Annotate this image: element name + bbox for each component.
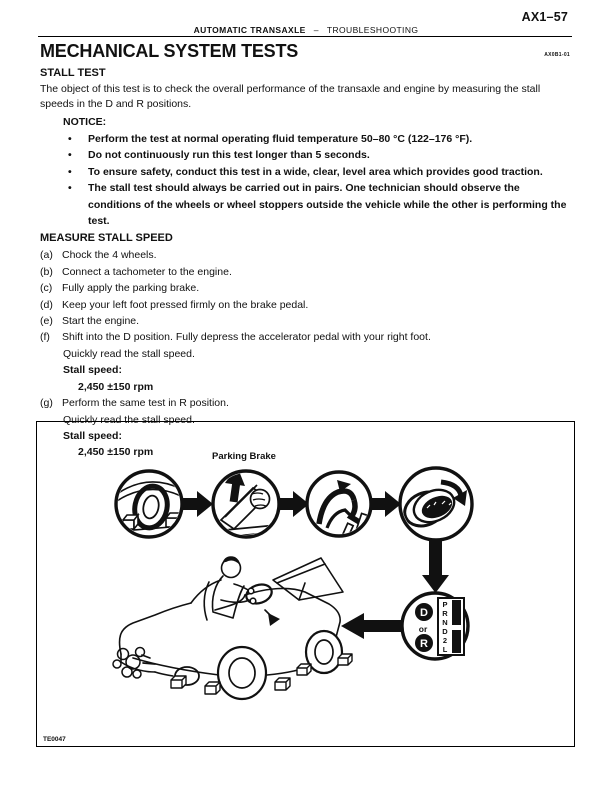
step-text: Keep your left foot pressed firmly on the brake pedal.: [62, 298, 309, 311]
list-item: [40, 313, 572, 329]
list-item: [40, 131, 572, 147]
gear-letter: P: [442, 600, 448, 609]
notice-text: Do not continuously run this test longer than 5 seconds.: [88, 149, 370, 162]
page-title: MECHANICAL SYSTEM TESTS: [40, 41, 299, 61]
step-text: Shift into the D position. Fully depress the accelerator pedal with your right foot.: [62, 331, 431, 344]
stall-test-intro: The object of this test is to check the overall performance of the transaxle and engine by measuring the stall speeds in the D and R positions.: [40, 82, 541, 110]
down-arrow-icon: [422, 540, 449, 593]
stall-speed-label: Stall speed:: [63, 364, 122, 377]
list-item: [40, 180, 572, 229]
step-text: Connect a tachometer to the engine.: [62, 265, 232, 278]
step-label: (b): [40, 265, 53, 278]
step-label: (c): [40, 282, 53, 295]
header-divider: [38, 36, 572, 37]
parking-brake-icon: [213, 466, 284, 538]
shift-d-label: D: [420, 607, 428, 619]
gear-letter: 2: [442, 636, 448, 645]
list-item: [40, 329, 572, 345]
car-stall-test-drawing: [113, 556, 352, 699]
step-text: Start the engine.: [62, 315, 140, 328]
notice-list: [40, 131, 572, 229]
right-arrow-icon: [182, 491, 213, 517]
page-number: AX1–57: [521, 10, 568, 24]
step-text: Fully apply the parking brake.: [62, 282, 200, 295]
right-arrow-icon: [371, 491, 401, 517]
gear-letter: L: [442, 645, 448, 654]
step-label: (d): [40, 298, 53, 311]
bullet-icon: •: [68, 182, 72, 195]
gear-letter: R: [442, 609, 448, 618]
brake-pedal-icon: [307, 472, 371, 540]
list-item: [40, 147, 572, 163]
list-item: [40, 280, 572, 296]
header-section: AUTOMATIC TRANSAXLE: [193, 25, 306, 35]
stall-speed-value: 2,450 ±150 rpm: [78, 446, 154, 459]
list-item: [40, 164, 572, 180]
tachometer-icon: [399, 468, 472, 540]
gear-letter: D: [442, 627, 448, 636]
step-label: (e): [40, 315, 53, 328]
parking-brake-label: Parking Brake: [212, 451, 276, 462]
list-item: [40, 264, 572, 280]
bullet-icon: •: [68, 165, 72, 178]
step-text: Chock the 4 wheels.: [62, 249, 157, 262]
right-arrow-icon: [279, 491, 309, 517]
wheel-chock-icon: [116, 471, 183, 537]
stall-speed-value: 2,450 ±150 rpm: [78, 380, 154, 393]
notice-text: The stall test should always be carried out in pairs. One technician should observe the conditions of the wheels or wheel stoppers outside the vehicle while the other is performing the test.: [88, 182, 567, 228]
list-item: [40, 247, 572, 263]
list-item: [40, 395, 572, 411]
title-row: [40, 41, 572, 64]
notice-label: NOTICE:: [63, 115, 107, 128]
figure-code: TE0047: [43, 736, 66, 743]
header-separator: –: [313, 25, 319, 35]
bullet-icon: •: [68, 133, 72, 145]
step-label: (a): [40, 249, 53, 262]
stall-test-illustration: [37, 422, 574, 746]
stall-test-heading: STALL TEST: [40, 66, 106, 79]
read-speed-note: Quickly read the stall speed.: [63, 347, 195, 360]
shift-r-label: R: [420, 638, 428, 650]
gear-letter: N: [442, 618, 448, 627]
list-item: [40, 297, 572, 313]
page-content: [40, 41, 572, 461]
step-label: (f): [40, 331, 50, 344]
stall-speed-label: Stall speed:: [63, 429, 122, 442]
left-arrow-icon: [341, 613, 402, 639]
read-speed-note: Quickly read the stall speed.: [63, 413, 195, 426]
step-text: Perform the same test in R position.: [62, 397, 229, 410]
notice-text: To ensure safety, conduct this test in a wide, clear, level area which provides good traction.: [88, 165, 543, 178]
step-label: (g): [40, 397, 53, 410]
shift-or-label: or: [418, 624, 428, 634]
gear-selector-icon: [402, 593, 468, 659]
running-header: [0, 25, 612, 35]
bullet-icon: •: [68, 149, 72, 162]
title-code: AX0B1-01: [544, 52, 570, 58]
header-topic: TROUBLESHOOTING: [326, 25, 419, 35]
notice-text: Perform the test at normal operating fluid temperature 50–80 °C (122–176 °F).: [88, 133, 473, 145]
measure-heading: MEASURE STALL SPEED: [40, 232, 173, 245]
stall-test-figure: [36, 421, 575, 747]
